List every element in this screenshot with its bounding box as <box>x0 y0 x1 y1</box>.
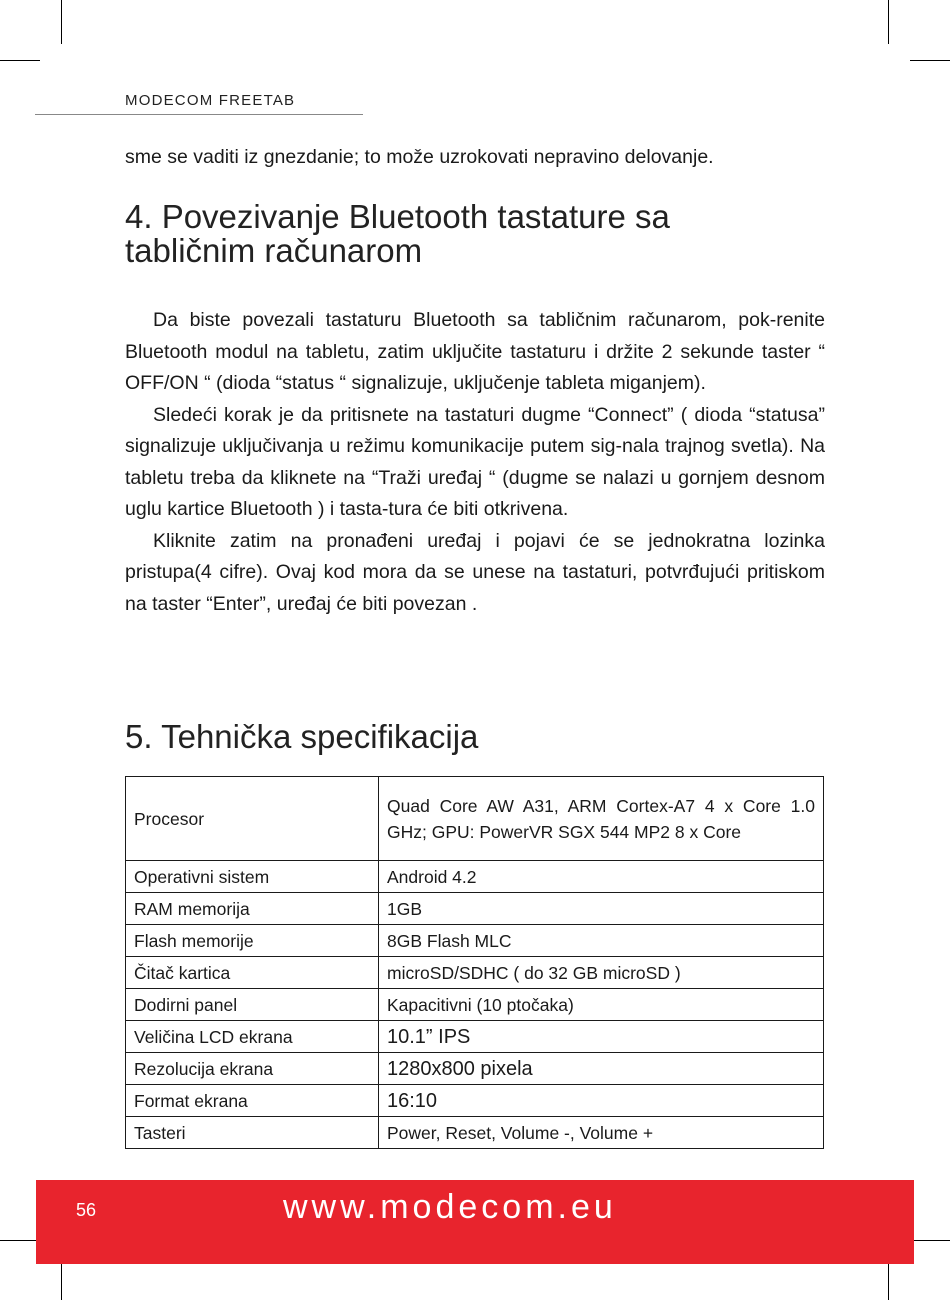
spec-label: Operativni sistem <box>126 861 379 893</box>
crop-mark <box>910 1240 950 1241</box>
spec-value: 8GB Flash MLC <box>379 925 824 957</box>
spec-value: Kapacitivni (10 ptočaka) <box>379 989 824 1021</box>
running-header: MODECOM FREETAB <box>125 92 296 109</box>
table-row <box>126 1021 824 1053</box>
table-row <box>126 777 824 861</box>
crop-mark <box>0 1240 40 1241</box>
spec-label: Format ekrana <box>126 1085 379 1117</box>
section-4-body <box>125 305 825 620</box>
spec-value: 1280x800 pixela <box>379 1053 824 1085</box>
spec-value: Quad Core AW A31, ARM Cortex-A7 4 x Core 1.0 GHz; GPU: PowerVR SGX 544 MP2 8 x Core <box>379 777 824 861</box>
table-row <box>126 893 824 925</box>
table-row <box>126 861 824 893</box>
spec-value: Android 4.2 <box>379 861 824 893</box>
crop-mark <box>61 0 62 44</box>
spec-label: Procesor <box>126 777 379 861</box>
paragraph: Sledeći korak je da pritisnete na tastaturi dugme “Connect” ( dioda “statusa” signalizuje uključivanja u režimu komunikacije putem sig-nala trajnog svetla). Na tabletu treba da kliknete na “Traži uređaj “ (dugme se nalazi u gornjem desnom uglu kartice Bluetooth ) i tasta-tura će biti otkrivena. <box>125 403 825 520</box>
table-row <box>126 925 824 957</box>
crop-mark <box>888 0 889 44</box>
spec-label: Dodirni panel <box>126 989 379 1021</box>
paragraph: Da biste povezali tastaturu Bluetooth sa tabličnim računarom, pok-renite Bluetooth modul na tabletu, zatim uključite tastaturu i držite 2 sekunde taster “ OFF/ON “ (dioda “status “ signalizuje, uključenje tableta miganjem). <box>125 309 825 394</box>
crop-mark <box>910 60 950 61</box>
header-rule <box>35 114 363 115</box>
spec-value: 10.1” IPS <box>379 1021 824 1053</box>
crop-mark <box>0 60 40 61</box>
footer-url: www.modecom.eu <box>283 1188 617 1226</box>
section-4-heading: 4. Povezivanje Bluetooth tastature sa tabličnim računarom <box>125 198 670 269</box>
spec-value: 16:10 <box>379 1085 824 1117</box>
table-row <box>126 1053 824 1085</box>
spec-label: Tasteri <box>126 1117 379 1149</box>
spec-value: microSD/SDHC ( do 32 GB microSD ) <box>379 957 824 989</box>
table-row <box>126 957 824 989</box>
spec-label: RAM memorija <box>126 893 379 925</box>
spec-table <box>125 776 824 1149</box>
spec-label: Veličina LCD ekrana <box>126 1021 379 1053</box>
page-number: 56 <box>76 1200 97 1220</box>
intro-line: sme se vaditi iz gnezdanie; to može uzrokovati nepravino delovanje. <box>125 146 714 168</box>
table-row <box>126 989 824 1021</box>
table-row <box>126 1117 824 1149</box>
spec-label: Čitač kartica <box>126 957 379 989</box>
spec-label: Rezolucija ekrana <box>126 1053 379 1085</box>
table-row <box>126 1085 824 1117</box>
footer-band <box>36 1180 914 1264</box>
spec-value: 1GB <box>379 893 824 925</box>
section-5-heading: 5. Tehnička specifikacija <box>125 718 479 755</box>
paragraph: Kliknite zatim na pronađeni uređaj i pojavi će se jednokratna lozinka pristupa(4 cifre). Ovaj kod mora da se unese na tastaturi, potvrđujući pritiskom na taster “Enter”, uređaj će biti povezan . <box>125 529 825 615</box>
spec-value: Power, Reset, Volume -, Volume + <box>379 1117 824 1149</box>
spec-label: Flash memorije <box>126 925 379 957</box>
